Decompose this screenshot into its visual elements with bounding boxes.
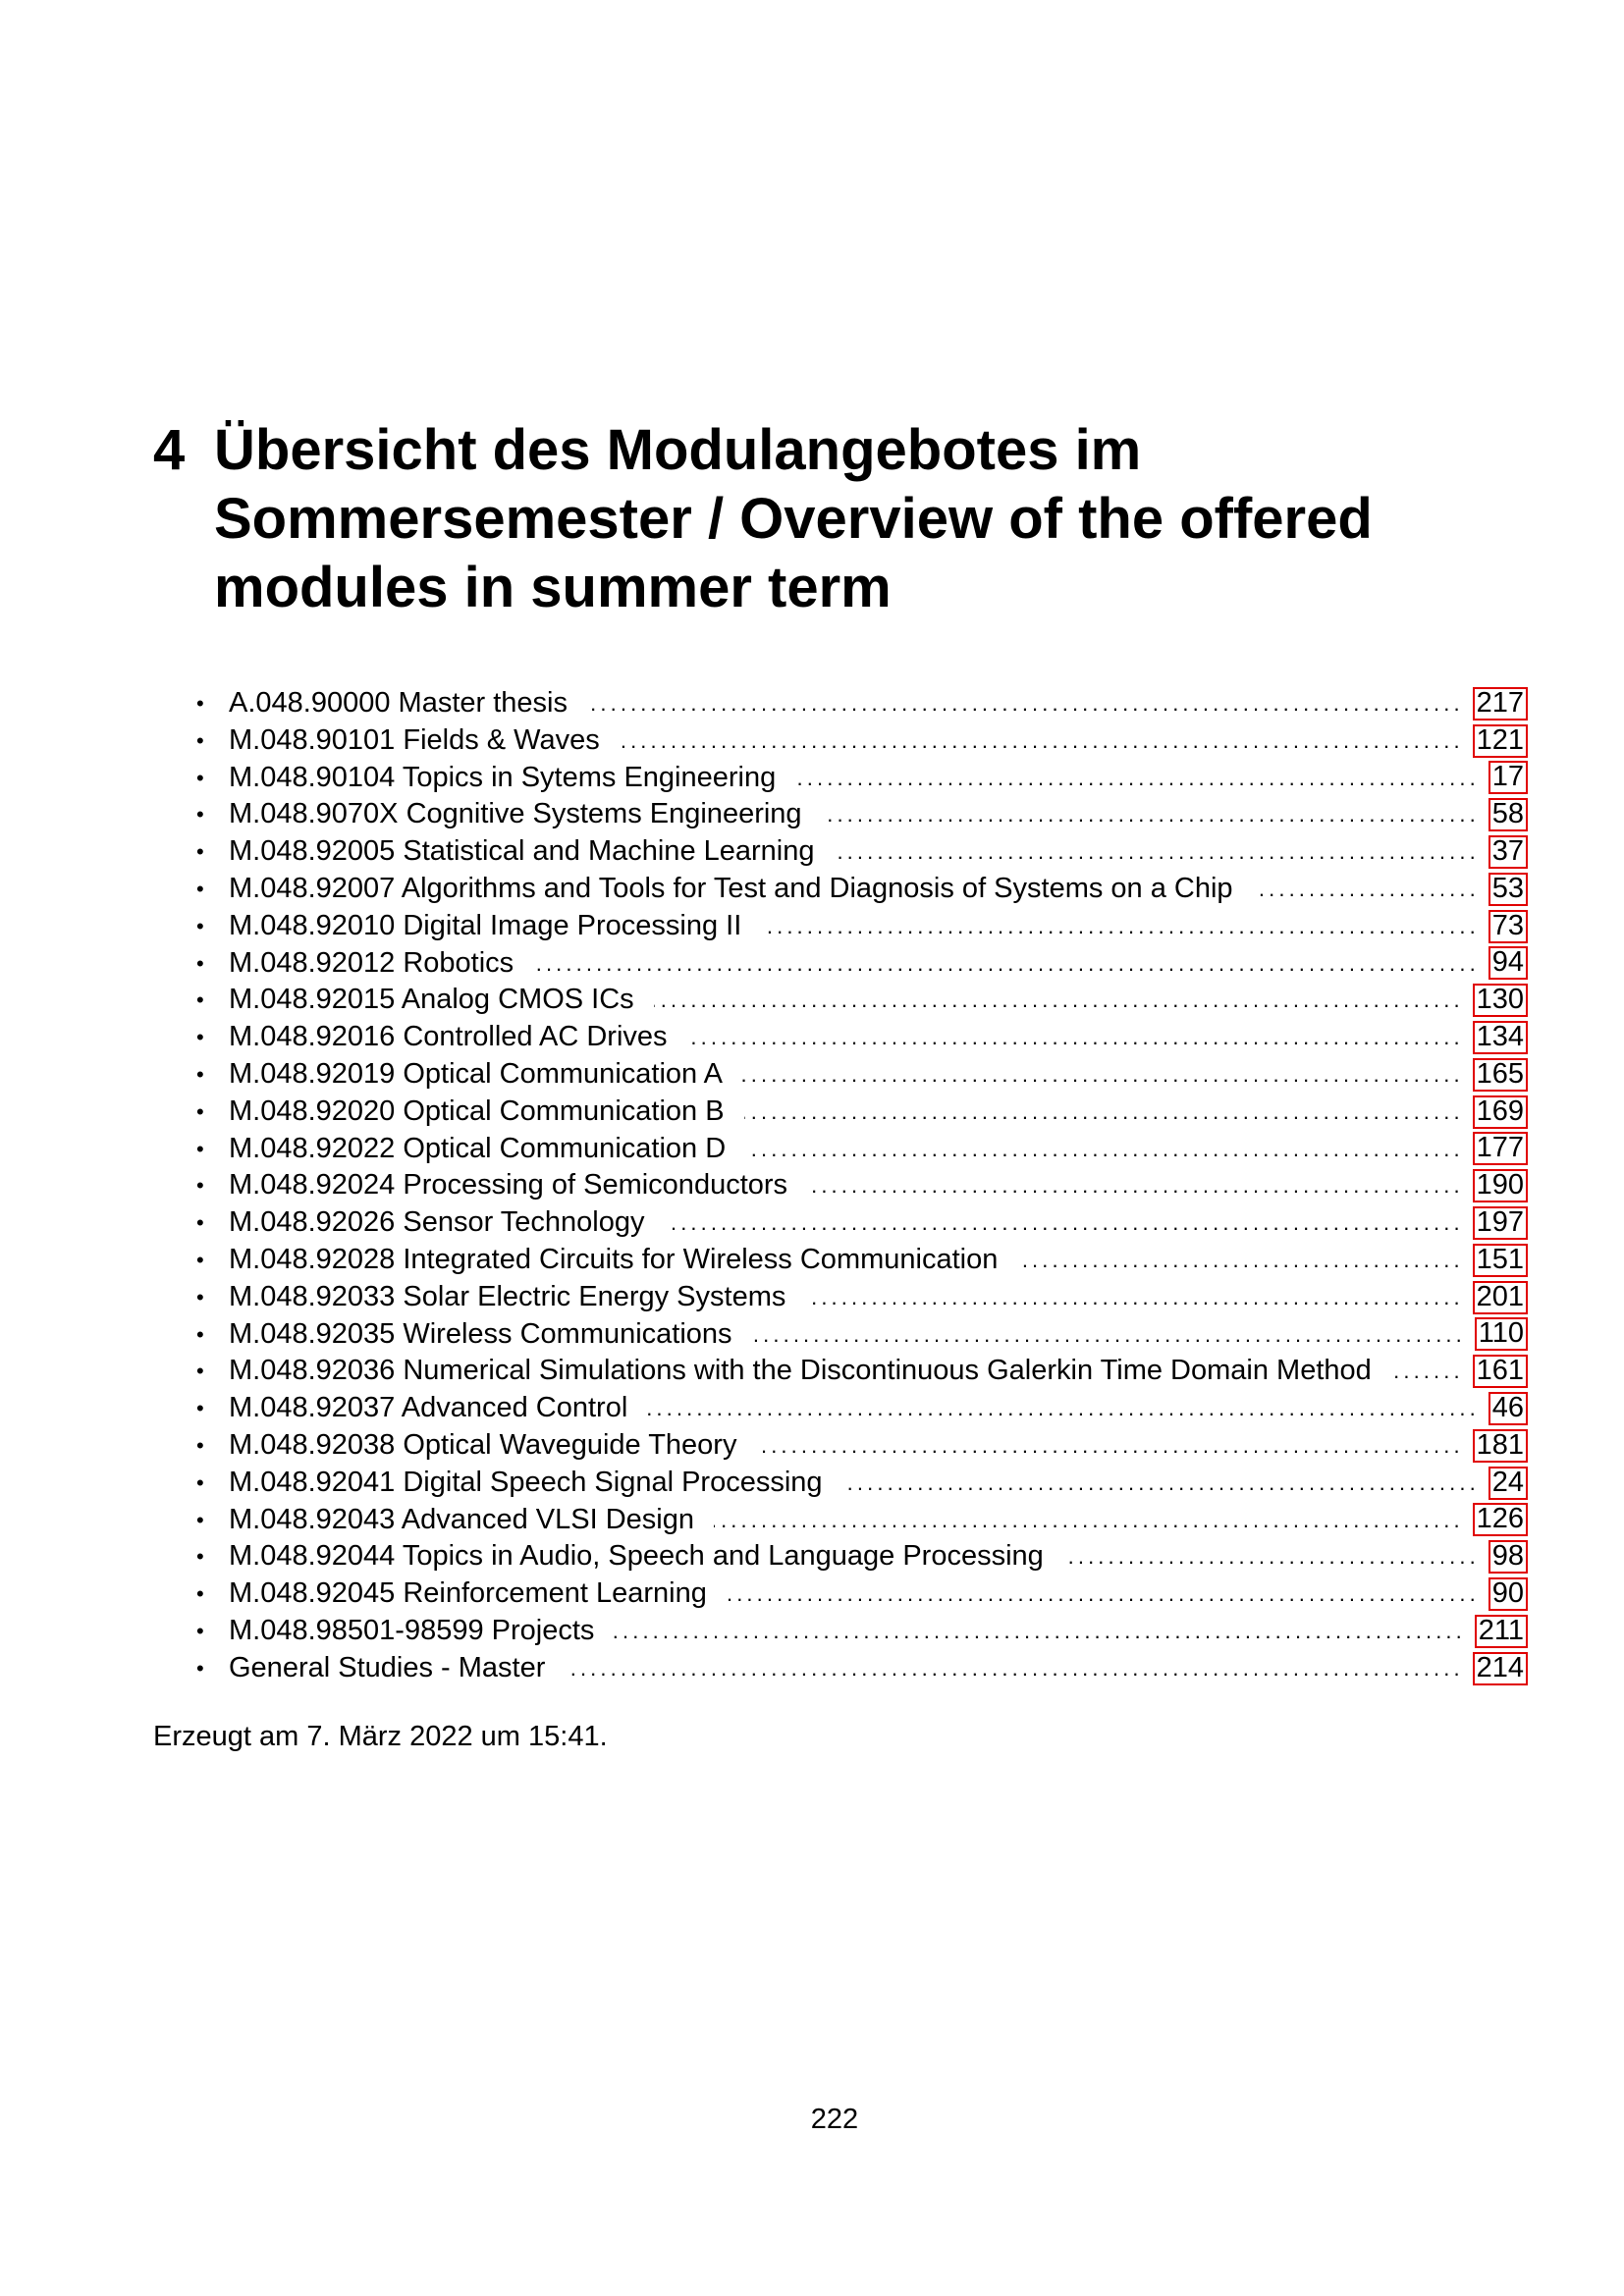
toc-entry-label: M.048.92026 Sensor Technology bbox=[229, 1206, 645, 1239]
page-reference-link[interactable]: 217 bbox=[1473, 687, 1528, 721]
page-reference-link[interactable]: 37 bbox=[1489, 835, 1528, 869]
dot-leader bbox=[1017, 1242, 1458, 1279]
page-reference-link[interactable]: 121 bbox=[1473, 724, 1528, 758]
dot-leader bbox=[614, 1613, 1460, 1650]
toc-entry bbox=[196, 1131, 1528, 1168]
page-reference-link[interactable]: 201 bbox=[1473, 1281, 1528, 1314]
bullet-icon: • bbox=[196, 876, 204, 901]
dot-leader bbox=[822, 796, 1475, 833]
bullet-icon: • bbox=[196, 1507, 204, 1532]
bullet-icon: • bbox=[196, 839, 204, 865]
page-reference-link[interactable]: 151 bbox=[1473, 1244, 1528, 1277]
toc-entry-label: M.048.9070X Cognitive Systems Engineering bbox=[229, 798, 802, 830]
toc-entry bbox=[196, 908, 1528, 945]
dot-leader bbox=[805, 1279, 1458, 1316]
dot-leader bbox=[752, 1316, 1461, 1354]
toc-entry-label: M.048.92015 Analog CMOS ICs bbox=[229, 984, 634, 1016]
bullet-icon: • bbox=[196, 802, 204, 828]
toc-entry bbox=[196, 1353, 1528, 1390]
page-reference-link[interactable]: 161 bbox=[1473, 1355, 1528, 1388]
chapter-title: Übersicht des Modulangebotes im Sommersemester / Overview of the offered modules in summer term bbox=[214, 418, 1373, 619]
toc-entry-label: M.048.92043 Advanced VLSI Design bbox=[229, 1503, 694, 1535]
dot-leader bbox=[565, 1650, 1458, 1687]
dot-leader bbox=[533, 945, 1475, 983]
page-reference-link[interactable]: 110 bbox=[1475, 1317, 1528, 1351]
dot-leader bbox=[835, 833, 1475, 871]
toc-entry-label: M.048.92044 Topics in Audio, Speech and Language Processing bbox=[229, 1540, 1044, 1573]
bullet-icon: • bbox=[196, 1098, 204, 1124]
toc-entry bbox=[196, 722, 1528, 760]
toc-entry bbox=[196, 1167, 1528, 1204]
toc-entry bbox=[196, 1204, 1528, 1242]
page-number: 222 bbox=[810, 2104, 859, 2135]
toc-entry bbox=[196, 982, 1528, 1019]
toc-entry-label: M.048.92007 Algorithms and Tools for Test and Diagnosis of Systems on a Chip bbox=[229, 872, 1233, 904]
toc-entry bbox=[196, 1650, 1528, 1687]
bullet-icon: • bbox=[196, 1284, 204, 1309]
page-reference-link[interactable]: 169 bbox=[1473, 1095, 1528, 1129]
toc-entry-label: M.048.92012 Robotics bbox=[229, 946, 514, 979]
toc-entry-label: A.048.90000 Master thesis bbox=[229, 687, 568, 719]
toc-entry-label: M.048.92019 Optical Communication A bbox=[229, 1057, 723, 1090]
chapter-heading bbox=[153, 416, 1430, 622]
chapter-number: 4 bbox=[153, 418, 186, 482]
bullet-icon: • bbox=[196, 1025, 204, 1050]
toc-entry-label: M.048.92020 Optical Communication B bbox=[229, 1095, 725, 1127]
dot-leader bbox=[647, 1390, 1474, 1427]
toc-entry bbox=[196, 833, 1528, 871]
bullet-icon: • bbox=[196, 913, 204, 938]
dot-leader bbox=[795, 760, 1474, 797]
toc-entry bbox=[196, 1390, 1528, 1427]
bullet-icon: • bbox=[196, 1544, 204, 1570]
toc-entry-label: M.048.92035 Wireless Communications bbox=[229, 1317, 732, 1350]
bullet-icon: • bbox=[196, 1655, 204, 1681]
dot-leader bbox=[756, 1427, 1458, 1465]
toc-entry bbox=[196, 1613, 1528, 1650]
dot-leader bbox=[687, 1019, 1459, 1056]
page-reference-link[interactable]: 46 bbox=[1489, 1392, 1528, 1425]
page-reference-link[interactable]: 181 bbox=[1473, 1429, 1528, 1463]
toc-entry-label: M.048.92037 Advanced Control bbox=[229, 1392, 628, 1424]
toc-entry bbox=[196, 1427, 1528, 1465]
page-reference-link[interactable]: 134 bbox=[1473, 1021, 1528, 1054]
page-reference-link[interactable]: 190 bbox=[1473, 1169, 1528, 1202]
page-reference-link[interactable]: 53 bbox=[1489, 873, 1528, 906]
toc-entry-label: M.048.92024 Processing of Semiconductors bbox=[229, 1169, 788, 1201]
toc-entry bbox=[196, 945, 1528, 983]
toc-entry-label: M.048.92036 Numerical Simulations with the Discontinuous Galerkin Time Domain Method bbox=[229, 1355, 1372, 1387]
bullet-icon: • bbox=[196, 1359, 204, 1384]
page-reference-link[interactable]: 130 bbox=[1473, 984, 1528, 1017]
toc-entry bbox=[196, 760, 1528, 797]
toc-entry bbox=[196, 1502, 1528, 1539]
toc-entry-label: M.048.92028 Integrated Circuits for Wireless Communication bbox=[229, 1243, 999, 1275]
bullet-icon: • bbox=[196, 1061, 204, 1087]
dot-leader bbox=[1253, 871, 1475, 908]
page-reference-link[interactable]: 94 bbox=[1489, 946, 1528, 980]
toc-entry bbox=[196, 1094, 1528, 1131]
dot-leader bbox=[1063, 1538, 1475, 1575]
toc-entry-label: M.048.98501-98599 Projects bbox=[229, 1614, 595, 1646]
toc-entry bbox=[196, 1242, 1528, 1279]
page-reference-link[interactable]: 17 bbox=[1489, 761, 1528, 794]
toc-entry-label: M.048.92045 Reinforcement Learning bbox=[229, 1577, 707, 1610]
dot-leader bbox=[761, 908, 1474, 945]
page-reference-link[interactable]: 177 bbox=[1473, 1132, 1528, 1165]
toc-entry bbox=[196, 1538, 1528, 1575]
bullet-icon: • bbox=[196, 727, 204, 753]
page-reference-link[interactable]: 58 bbox=[1489, 798, 1528, 831]
bullet-icon: • bbox=[196, 1396, 204, 1421]
toc-entry bbox=[196, 685, 1528, 722]
page-reference-link[interactable]: 24 bbox=[1489, 1467, 1528, 1500]
page-reference-link[interactable]: 73 bbox=[1489, 910, 1528, 943]
bullet-icon: • bbox=[196, 1136, 204, 1161]
dot-leader bbox=[742, 1056, 1459, 1094]
bullet-icon: • bbox=[196, 691, 204, 716]
toc-entry bbox=[196, 1316, 1528, 1354]
toc-entry bbox=[196, 871, 1528, 908]
page-reference-link[interactable]: 126 bbox=[1473, 1503, 1528, 1536]
toc-entry bbox=[196, 1019, 1528, 1056]
page-reference-link[interactable]: 98 bbox=[1489, 1540, 1528, 1574]
bullet-icon: • bbox=[196, 1321, 204, 1347]
dot-leader bbox=[727, 1575, 1475, 1613]
toc-entry bbox=[196, 1279, 1528, 1316]
page-reference-link[interactable]: 165 bbox=[1473, 1058, 1528, 1092]
bullet-icon: • bbox=[196, 950, 204, 976]
toc-entry bbox=[196, 1465, 1528, 1502]
dot-leader bbox=[587, 685, 1459, 722]
page-reference-link[interactable]: 211 bbox=[1475, 1615, 1528, 1648]
dot-leader bbox=[654, 982, 1459, 1019]
bullet-icon: • bbox=[196, 1618, 204, 1643]
page-reference-link[interactable]: 214 bbox=[1473, 1652, 1528, 1685]
toc-entry-label: M.048.92005 Statistical and Machine Learning bbox=[229, 835, 815, 868]
bullet-icon: • bbox=[196, 1173, 204, 1199]
toc-entry-label: M.048.92041 Digital Speech Signal Processing bbox=[229, 1466, 823, 1498]
dot-leader bbox=[807, 1167, 1459, 1204]
page-reference-link[interactable]: 197 bbox=[1473, 1206, 1528, 1240]
page-reference-link[interactable]: 90 bbox=[1489, 1577, 1528, 1611]
dot-leader bbox=[1391, 1353, 1459, 1390]
generated-timestamp: Erzeugt am 7. März 2022 um 15:41. bbox=[153, 1721, 608, 1752]
bullet-icon: • bbox=[196, 988, 204, 1013]
bullet-icon: • bbox=[196, 1469, 204, 1495]
toc-entry-label: M.048.92010 Digital Image Processing II bbox=[229, 909, 742, 941]
toc-entry bbox=[196, 796, 1528, 833]
dot-leader bbox=[665, 1204, 1459, 1242]
dot-leader bbox=[745, 1131, 1458, 1168]
bullet-icon: • bbox=[196, 1247, 204, 1272]
dot-leader bbox=[842, 1465, 1475, 1502]
bullet-icon: • bbox=[196, 1432, 204, 1458]
toc-entry bbox=[196, 1056, 1528, 1094]
toc-entry-label: M.048.92033 Solar Electric Energy Systems bbox=[229, 1280, 786, 1312]
toc-entry-label: M.048.90104 Topics in Sytems Engineering bbox=[229, 761, 777, 793]
bullet-icon: • bbox=[196, 765, 204, 790]
toc-entry-label: M.048.92016 Controlled AC Drives bbox=[229, 1021, 668, 1053]
toc-entry-label: M.048.92038 Optical Waveguide Theory bbox=[229, 1428, 737, 1461]
bullet-icon: • bbox=[196, 1581, 204, 1607]
toc-entry-label: General Studies - Master bbox=[229, 1651, 546, 1683]
dot-leader bbox=[744, 1094, 1459, 1131]
dot-leader bbox=[714, 1502, 1459, 1539]
module-overview-list bbox=[196, 685, 1528, 1687]
dot-leader bbox=[620, 722, 1459, 760]
toc-entry bbox=[196, 1575, 1528, 1613]
toc-entry-label: M.048.92022 Optical Communication D bbox=[229, 1132, 727, 1164]
bullet-icon: • bbox=[196, 1210, 204, 1236]
toc-entry-label: M.048.90101 Fields & Waves bbox=[229, 723, 600, 756]
